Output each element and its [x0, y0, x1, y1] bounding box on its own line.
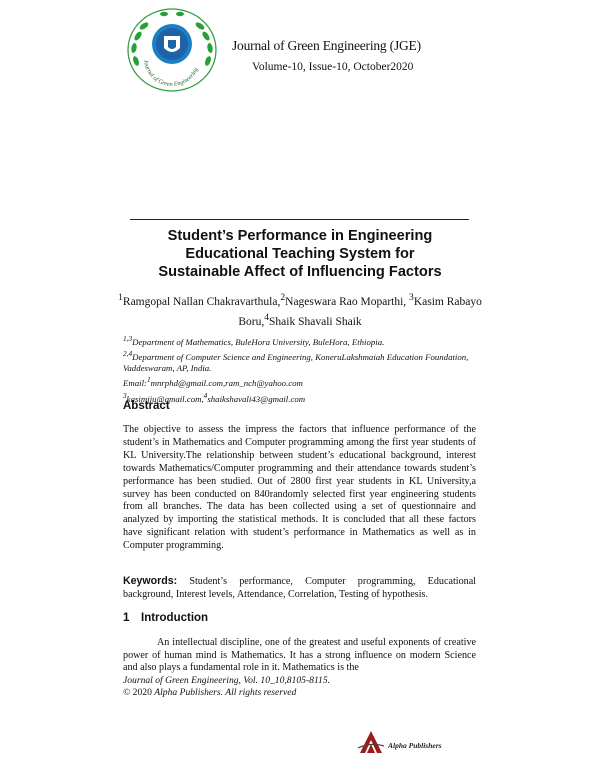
keywords [123, 575, 476, 602]
author-name: Shaik Shavali Shaik [269, 315, 362, 328]
affil-text: Department of Computer Science and Engineering, KoneruLakshmaiah Education Foundation, Vaddeswaram, AP, India. [123, 352, 469, 374]
section-number: 1 [123, 612, 130, 624]
affil-text: Department of Mathematics, BuleHora University, BuleHora, Ethiopia. [132, 336, 385, 347]
affiliation-line [123, 348, 493, 374]
journal-logo [124, 6, 220, 96]
section-title: Introduction [141, 612, 209, 624]
affil-sup: 1,3 [123, 334, 133, 343]
svg-text:Journal of Green Engineering: Journal of Green Engineering [142, 59, 200, 89]
title-line: Educational Teaching System for [185, 246, 415, 262]
abstract-heading: Abstract [123, 400, 170, 412]
email-sup: 1 [146, 375, 151, 385]
author-sup: 3 [409, 292, 414, 303]
email-line [123, 374, 493, 389]
title-line: Sustainable Affect of Influencing Factors [158, 264, 442, 280]
title-rule [130, 219, 469, 220]
affil-sup: 2,4 [123, 349, 133, 359]
author-name: Ramgopal Nallan Chakravarthula, [122, 295, 281, 308]
copyright-text: Alpha Publishers. All rights reserved [154, 687, 297, 698]
email-line [123, 390, 493, 405]
introduction-body: An intellectual discipline, one of the greatest and useful exponents of creative power of human mind is Mathematics. It has a strong influence on modern Science and also plays a fundamental role in it. Mathematics is the [123, 637, 476, 673]
author-sup: 4 [264, 311, 270, 323]
keywords-text: Student’s performance, Computer programming, Educational background, Interest levels, Attendance, Correlation, Testing of hypothesis. [123, 576, 476, 600]
abstract-body: The objective to assess the impress the factors that influence performance of the student’s in Mathematics and Computer programming among the first year students of KL University.The relationship between student’s educational background, interest towards Mathematics/Computer programming and their attendance towards student’s performance has been studied. Out of 2800 first year students in KL University,a survey has been conducted on 840randomly selected first year engineering students from all branches. The data has been collected using a set of questionnaire and analyzed by importing the statistical methods. It is concluded that all these factors have significant relation with student’s performance in Mathematics as well as in Computer programming. [123, 424, 476, 552]
publisher-logo [357, 728, 385, 756]
title-line: Student’s Performance in Engineering [167, 228, 433, 244]
author-sup: 1 [118, 292, 123, 303]
copyright-prefix: © 2020 [123, 687, 155, 698]
publisher-name: Alpha Publishers [388, 741, 442, 750]
footer-copyright [123, 687, 296, 698]
affiliation-line [123, 333, 493, 348]
email-text: shaikshavali43@gmail.com [207, 393, 306, 404]
footer-citation: Journal of Green Engineering, Vol. 10_10,8105-8115. [123, 675, 331, 686]
alpha-publishers-logo-icon [357, 728, 385, 756]
email-text: kasimjju@gmail.com, [126, 393, 204, 404]
volume-issue: Volume-10, Issue-10, October2020 [252, 61, 414, 73]
email-text: mnrphd@gmail.com,ram_nch@yahoo.com [150, 378, 303, 389]
email-sup: 3 [123, 390, 127, 400]
email-sup: 4 [203, 390, 208, 400]
keywords-label: Keywords: [123, 575, 178, 587]
introduction-heading [123, 612, 208, 624]
author-name: Nageswara Rao Moparthi, [285, 295, 410, 308]
email-label: Email: [123, 378, 147, 389]
affiliations [123, 333, 493, 405]
journal-seal-icon [124, 6, 220, 96]
author-sup: 2 [280, 292, 286, 303]
author-name: Kasim Rabayo Boru, [238, 295, 482, 328]
paper-title [120, 227, 480, 281]
author-list [112, 290, 488, 330]
journal-title: Journal of Green Engineering (JGE) [232, 38, 421, 53]
